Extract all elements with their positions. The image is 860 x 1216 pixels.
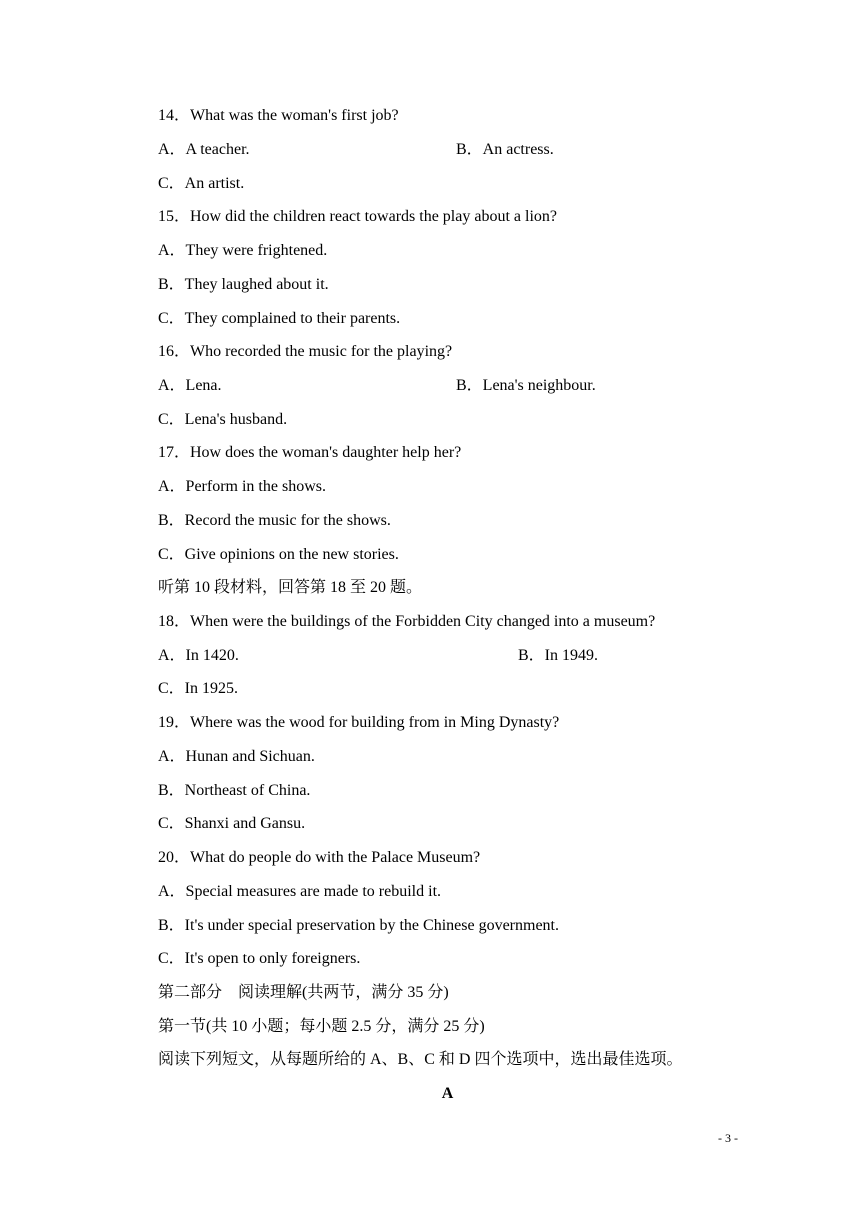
question-20: 20．What do people do with the Palace Museum? — [158, 849, 481, 866]
question-16-option-b: B．Lena's neighbour. — [456, 377, 596, 394]
question-20-option-b: B．It's under special preservation by the Chinese government. — [158, 917, 560, 934]
page-number: - 3 - — [718, 1131, 738, 1145]
question-14-option-c: C．An artist. — [158, 175, 245, 192]
material-10-instruction: 听第 10 段材料，回答第 18 至 20 题。 — [158, 579, 423, 596]
question-19: 19．Where was the wood for building from in Ming Dynasty? — [158, 714, 560, 731]
question-16: 16．Who recorded the music for the playing? — [158, 343, 453, 360]
question-16-option-a: A．Lena. — [158, 377, 222, 394]
question-14: 14．What was the woman's first job? — [158, 107, 399, 124]
question-15-option-b: B．They laughed about it. — [158, 276, 329, 293]
question-17-option-b: B．Record the music for the shows. — [158, 512, 391, 529]
question-17-option-c: C．Give opinions on the new stories. — [158, 546, 399, 563]
question-18-option-b: B．In 1949. — [518, 647, 599, 664]
question-18: 18．When were the buildings of the Forbidden City changed into a museum? — [158, 613, 656, 630]
part-two-heading: 第二部分 阅读理解(共两节，满分 35 分) — [158, 984, 449, 1001]
question-14-option-a: A．A teacher. — [158, 141, 250, 158]
question-17: 17．How does the woman's daughter help her? — [158, 444, 462, 461]
question-15-option-c: C．They complained to their parents. — [158, 310, 401, 327]
question-20-option-a: A．Special measures are made to rebuild it. — [158, 883, 442, 900]
question-18-option-a: A．In 1420. — [158, 647, 239, 664]
question-14-option-b: B．An actress. — [456, 141, 554, 158]
question-15-option-a: A．They were frightened. — [158, 242, 328, 259]
question-19-option-a: A．Hunan and Sichuan. — [158, 748, 315, 765]
question-16-option-c: C．Lena's husband. — [158, 411, 288, 428]
question-17-option-a: A．Perform in the shows. — [158, 478, 326, 495]
question-18-option-c: C．In 1925. — [158, 680, 239, 697]
section-one-heading: 第一节(共 10 小题；每小题 2.5 分，满分 25 分) — [158, 1018, 485, 1035]
passage-a-heading: A — [441, 1085, 454, 1102]
question-19-option-b: B．Northeast of China. — [158, 782, 311, 799]
question-15: 15．How did the children react towards the play about a lion? — [158, 208, 557, 225]
question-20-option-c: C．It's open to only foreigners. — [158, 950, 361, 967]
reading-instruction: 阅读下列短文，从每题所给的 A、B、C 和 D 四个选项中，选出最佳选项。 — [158, 1051, 683, 1068]
question-19-option-c: C．Shanxi and Gansu. — [158, 815, 306, 832]
